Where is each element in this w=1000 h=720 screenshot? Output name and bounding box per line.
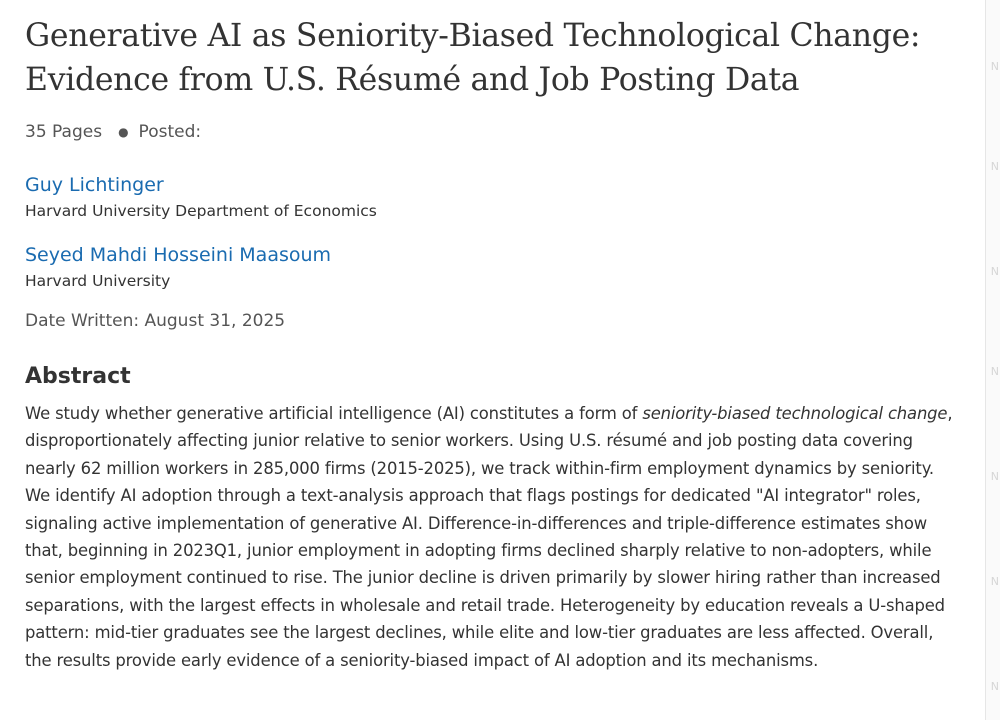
author-link-maasoum[interactable]: Seyed Mahdi Hosseini Maasoum	[25, 244, 332, 266]
posted-label: Posted:	[138, 122, 202, 142]
date-written: Date Written: August 31, 2025	[25, 311, 286, 331]
title-line-2: Evidence from U.S. Résumé and Job Posting Data	[25, 62, 800, 98]
author-affiliation: Harvard University Department of Economics	[25, 202, 377, 220]
author-affiliation: Harvard University	[25, 272, 171, 290]
side-scroll-strip: N N N N N N N	[985, 0, 1000, 720]
paper-page	[25, 14, 960, 674]
paper-title	[25, 14, 960, 102]
paper-meta	[25, 122, 960, 142]
abstract-part-1: We study whether generative artificial intelligence (AI) constitutes a form of	[25, 404, 643, 423]
author-block	[25, 172, 960, 222]
abstract-heading: Abstract	[25, 364, 131, 389]
page-count: 35 Pages	[25, 122, 103, 142]
author-link-lichtinger[interactable]: Guy Lichtinger	[25, 174, 164, 196]
abstract-italic-term: seniority-biased technological change	[642, 404, 948, 423]
title-line-1: Generative AI as Seniority-Biased Technological Change:	[25, 18, 921, 54]
separator-dot-icon: ●	[118, 125, 129, 139]
abstract-text	[25, 400, 960, 674]
abstract-part-2: , disproportionately affecting junior relative to senior workers. Using U.S. résumé and job posting data covering nearly 62 million workers in 285,000 firms (2015-2025), we track within-firm employment dynamics by seniority. We identify AI adoption through a text-analysis approach that flags postings for dedicated "AI integrator" roles, signaling active implementation of generative AI. Difference-in-differences and triple-difference estimates show that, beginning in 2023Q1, junior employment in adopting firms declined sharply relative to non-adopters, while senior employment continued to rise. The junior decline is driven primarily by slower hiring rather than increased separations, with the largest effects in wholesale and retail trade. Heterogeneity by education reveals a U-shaped pattern: mid-tier graduates see the largest declines, while elite and low-tier graduates are less affected. Overall, the results provide early evidence of a seniority-biased impact of AI adoption and its mechanisms.	[25, 404, 953, 670]
author-block	[25, 242, 960, 292]
